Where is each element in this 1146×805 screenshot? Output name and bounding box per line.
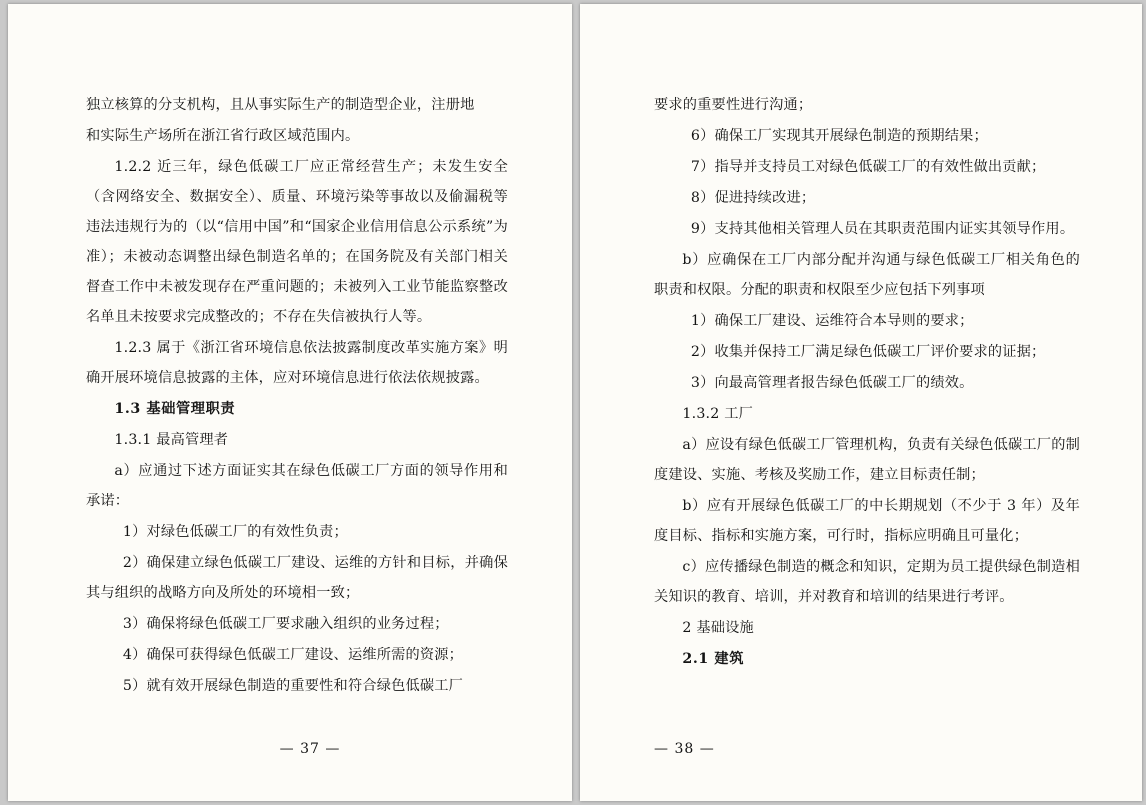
- paragraph: a）应设有绿色低碳工厂管理机构，负责有关绿色低碳工厂的制度建设、实施、考核及奖励工作，建立目标责任制；: [654, 437, 1080, 483]
- section-heading: 2 基础设施: [682, 620, 754, 636]
- paragraph: c）应传播绿色制造的概念和知识，定期为员工提供绿色制造相关知识的教育、培训，并对教育和培训的结果进行考评。: [654, 559, 1080, 605]
- paragraph: b）应有开展绿色低碳工厂的中长期规划（不少于 3 年）及年度目标、指标和实施方案，可行时，指标应明确且可量化；: [654, 498, 1080, 544]
- list-item: 2）收集并保持工厂满足绿色低碳工厂评价要求的证据；: [690, 344, 1046, 360]
- paragraph: 1.2.2 近三年，绿色低碳工厂应正常经营生产；未发生安全（含网络安全、数据安全）、质量、环境污染等事故以及偷漏税等违法违规行为的（以“信用中国”和“国家企业信用信息公示系统”为准）；未被动态调整出绿色制造名单的；在国务院及有关部门相关督查工作中未被发现存在严重问题的；未被列入工业节能监察整改名单且未按要求完成整改的；不存在失信被执行人等。: [86, 159, 508, 325]
- list-item: 5）就有效开展绿色制造的重要性和符合绿色低碳工厂: [122, 678, 464, 694]
- section-heading: 2.1 建筑: [682, 651, 744, 667]
- list-item: 1）确保工厂建设、运维符合本导则的要求；: [690, 313, 974, 329]
- document-page-right: [580, 4, 1142, 801]
- list-item: 9）支持其他相关管理人员在其职责范围内证实其领导作用。: [690, 221, 1075, 237]
- paragraph: 要求的重要性进行沟通；: [654, 97, 813, 113]
- list-item: 7）指导并支持员工对绿色低碳工厂的有效性做出贡献；: [690, 159, 1046, 175]
- paragraph: 1.3.2 工厂: [682, 406, 753, 422]
- paragraph: b）应确保在工厂内部分配并沟通与绿色低碳工厂相关角色的职责和权限。分配的职责和权限至少应包括下列事项: [654, 252, 1080, 298]
- paragraph: 1.3.1 最高管理者: [114, 432, 229, 448]
- list-item: 3）向最高管理者报告绿色低碳工厂的绩效。: [690, 375, 974, 391]
- list-item: 2）确保建立绿色低碳工厂建设、运维的方针和目标，并确保其与组织的战略方向及所处的环境相一致；: [86, 555, 508, 601]
- section-heading: 1.3 基础管理职责: [114, 401, 236, 417]
- document-page-left: [8, 4, 572, 801]
- paragraph: a）应通过下述方面证实其在绿色低碳工厂方面的领导作用和承诺：: [86, 463, 508, 509]
- page-right-text-column: [654, 90, 1080, 675]
- paragraph: 1.2.3 属于《浙江省环境信息依法披露制度改革实施方案》明确开展环境信息披露的主体，应对环境信息进行依法依规披露。: [86, 340, 508, 386]
- paragraph: 独立核算的分支机构，且从事实际生产的制造型企业，注册地: [86, 97, 475, 113]
- paragraph: 和实际生产场所在浙江省行政区域范围内。: [86, 128, 360, 144]
- page-number-left: — 37 —: [279, 741, 341, 757]
- page-number-right: — 38 —: [654, 741, 715, 757]
- list-item: 6）确保工厂实现其开展绿色制造的预期结果；: [690, 128, 988, 144]
- list-item: 1）对绿色低碳工厂的有效性负责；: [122, 524, 348, 540]
- list-item: 4）确保可获得绿色低碳工厂建设、运维所需的资源；: [122, 647, 464, 663]
- list-item: 8）促进持续改进；: [690, 190, 816, 206]
- page-left-text-column: [86, 90, 508, 702]
- list-item: 3）确保将绿色低碳工厂要求融入组织的业务过程；: [122, 616, 449, 632]
